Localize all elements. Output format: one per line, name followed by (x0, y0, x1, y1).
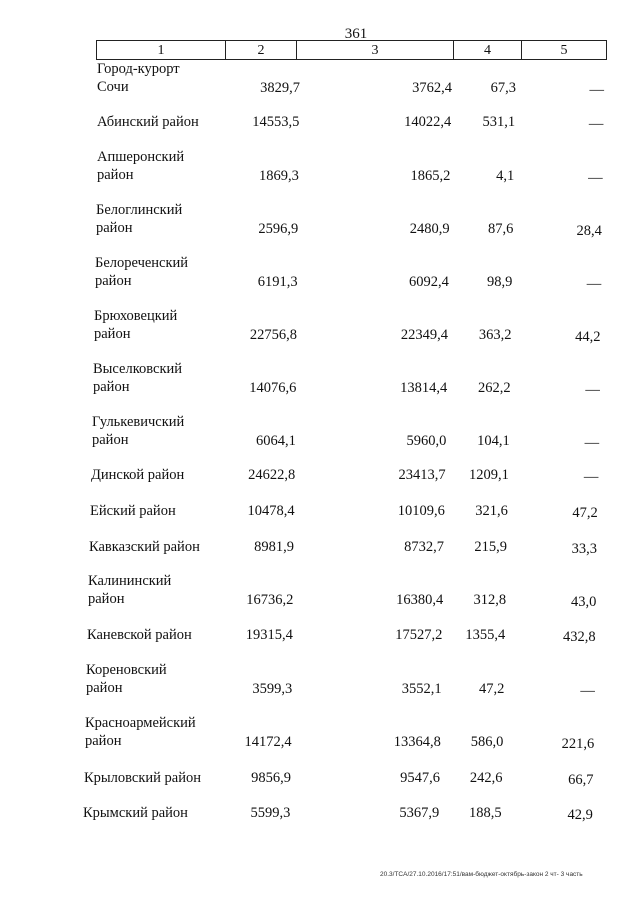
cell-col-4: 586,0 (470, 734, 504, 750)
cell-col-5: — (583, 469, 599, 485)
cell-col-4: 4,1 (496, 168, 515, 184)
cell-col-2: 14076,6 (249, 380, 297, 396)
cell-col-5: — (589, 82, 604, 98)
row-name-line: район (97, 167, 134, 183)
row-name (83, 804, 188, 822)
cell-col-2: 14553,5 (252, 114, 300, 130)
row-name (88, 572, 171, 608)
cell-col-3: 10109,6 (397, 503, 445, 519)
row-name-line: район (96, 220, 133, 236)
row-name-line: Гулькевичский (92, 414, 185, 430)
cell-col-2: 2596,9 (258, 221, 299, 237)
page-number: 361 (344, 26, 368, 42)
cell-col-5: 33,3 (571, 541, 597, 557)
cell-col-5: — (585, 382, 600, 398)
header-col-5: 5 (560, 43, 568, 58)
row-name (85, 714, 196, 750)
cell-col-4: 312,8 (473, 592, 507, 608)
row-name (91, 466, 184, 484)
row-name (87, 626, 192, 644)
cell-col-3: 2480,9 (409, 221, 450, 237)
cell-col-3: 14022,4 (404, 114, 452, 130)
cell-col-4: 98,9 (487, 274, 513, 290)
row-name-line: район (93, 379, 130, 395)
row-name (95, 254, 188, 290)
cell-col-5: 43,0 (570, 594, 597, 610)
row-name-line: район (85, 733, 122, 749)
cell-col-2: 10478,4 (247, 503, 295, 519)
cell-col-4: 1209,1 (468, 467, 509, 483)
cell-col-2: 8981,9 (254, 539, 294, 555)
row-name-line: Апшеронский (97, 149, 185, 165)
cell-col-5: — (588, 170, 603, 186)
cell-col-4: 188,5 (468, 805, 502, 821)
row-name-line: Каневской район (87, 627, 192, 643)
cell-col-4: 363,2 (478, 327, 512, 343)
row-name-line: Город-курорт (97, 61, 180, 77)
row-name-line: Ейский район (90, 503, 176, 519)
cell-col-4: 242,6 (469, 770, 503, 786)
cell-col-3: 5960,0 (406, 433, 447, 449)
row-name-line: район (86, 680, 123, 696)
cell-col-2: 3829,7 (260, 80, 300, 96)
row-name-line: район (94, 326, 131, 342)
row-name (96, 201, 182, 237)
cell-col-5: 42,9 (567, 807, 593, 823)
cell-col-4: 1355,4 (465, 627, 506, 643)
row-name (94, 307, 177, 343)
cell-col-3: 17527,2 (395, 627, 443, 643)
cell-col-3: 22349,4 (400, 327, 448, 343)
cell-col-2: 6064,1 (255, 433, 296, 449)
cell-col-4: 67,3 (490, 80, 516, 96)
row-name (97, 148, 184, 184)
cell-col-3: 8732,7 (404, 539, 444, 555)
row-name-line: Выселковский (93, 361, 183, 377)
row-name (97, 60, 180, 96)
row-name-line: Кавказский район (89, 539, 200, 555)
cell-col-3: 5367,9 (399, 805, 440, 821)
cell-col-2: 16736,2 (246, 592, 294, 608)
cell-col-2: 5599,3 (250, 805, 291, 821)
row-name-line: Сочи (97, 79, 129, 95)
cell-col-2: 9856,9 (251, 770, 291, 786)
cell-col-3: 3552,1 (401, 681, 442, 697)
cell-col-3: 3762,4 (412, 80, 452, 96)
cell-col-5: 221,6 (561, 736, 595, 752)
cell-col-5: 66,7 (568, 772, 594, 788)
row-name-line: Крымский район (83, 805, 188, 821)
cell-col-4: 531,1 (482, 114, 516, 130)
row-name-line: Красноармейский (85, 715, 196, 731)
row-name-line: Белоглинский (96, 202, 183, 218)
row-name-line: район (95, 273, 132, 289)
cell-col-5: 28,4 (576, 223, 602, 239)
row-name-line: Белореченский (95, 255, 189, 271)
cell-col-2: 1869,3 (258, 168, 299, 184)
header-col-2: 2 (226, 41, 297, 59)
cell-col-3: 23413,7 (398, 467, 446, 483)
cell-col-3: 16380,4 (396, 592, 444, 608)
row-name (86, 661, 167, 697)
row-name-line: Калининский (88, 573, 172, 589)
cell-col-4: 104,1 (477, 433, 510, 449)
cell-col-4: 215,9 (474, 539, 507, 555)
cell-col-5: 47,2 (572, 505, 598, 521)
row-name-line: Брюховецкий (94, 308, 178, 324)
row-name (90, 502, 176, 520)
row-name (97, 113, 199, 131)
cell-col-3: 1865,2 (410, 168, 451, 184)
cell-col-4: 262,2 (477, 380, 511, 396)
cell-col-5: — (580, 683, 595, 699)
row-name-line: район (88, 591, 125, 607)
row-name (93, 360, 182, 396)
cell-col-3: 9547,6 (400, 770, 440, 786)
cell-col-3: 13814,4 (400, 380, 448, 396)
cell-col-2: 6191,3 (257, 274, 298, 290)
cell-col-5: 44,2 (575, 329, 601, 345)
cell-col-2: 19315,4 (245, 627, 293, 643)
header-col-3: 3 (297, 41, 454, 59)
header-col-1: 1 (97, 41, 226, 59)
cell-col-5: 432,8 (562, 629, 596, 645)
cell-col-4: 87,6 (487, 221, 514, 237)
row-name-line: район (92, 432, 129, 448)
cell-col-5: — (586, 276, 602, 292)
row-name (89, 538, 200, 556)
cell-col-2: 24622,8 (248, 467, 296, 483)
cell-col-2: 3599,3 (252, 681, 293, 697)
cell-col-5: — (588, 116, 604, 132)
header-col-4: 4 (454, 41, 522, 59)
cell-col-5: — (584, 435, 600, 451)
row-name-line: Динской район (91, 467, 185, 483)
cell-col-3: 13364,8 (393, 734, 441, 750)
cell-col-3: 6092,4 (408, 274, 449, 290)
row-name (84, 769, 201, 787)
cell-col-2: 14172,4 (244, 734, 292, 750)
row-name-line: Кореновский (86, 662, 167, 678)
row-name-line: Крыловский район (84, 770, 201, 786)
table-header (96, 40, 607, 60)
footer-note: 20.3/TCA/27.10.2016/17:51/вам-бюджет-октябрь-закон 2 чт- 3 часть (380, 871, 583, 878)
cell-col-4: 47,2 (478, 681, 505, 697)
row-name (92, 413, 184, 449)
cell-col-4: 321,6 (475, 503, 508, 519)
row-name-line: Абинский район (97, 114, 199, 130)
cell-col-2: 22756,8 (249, 327, 297, 343)
